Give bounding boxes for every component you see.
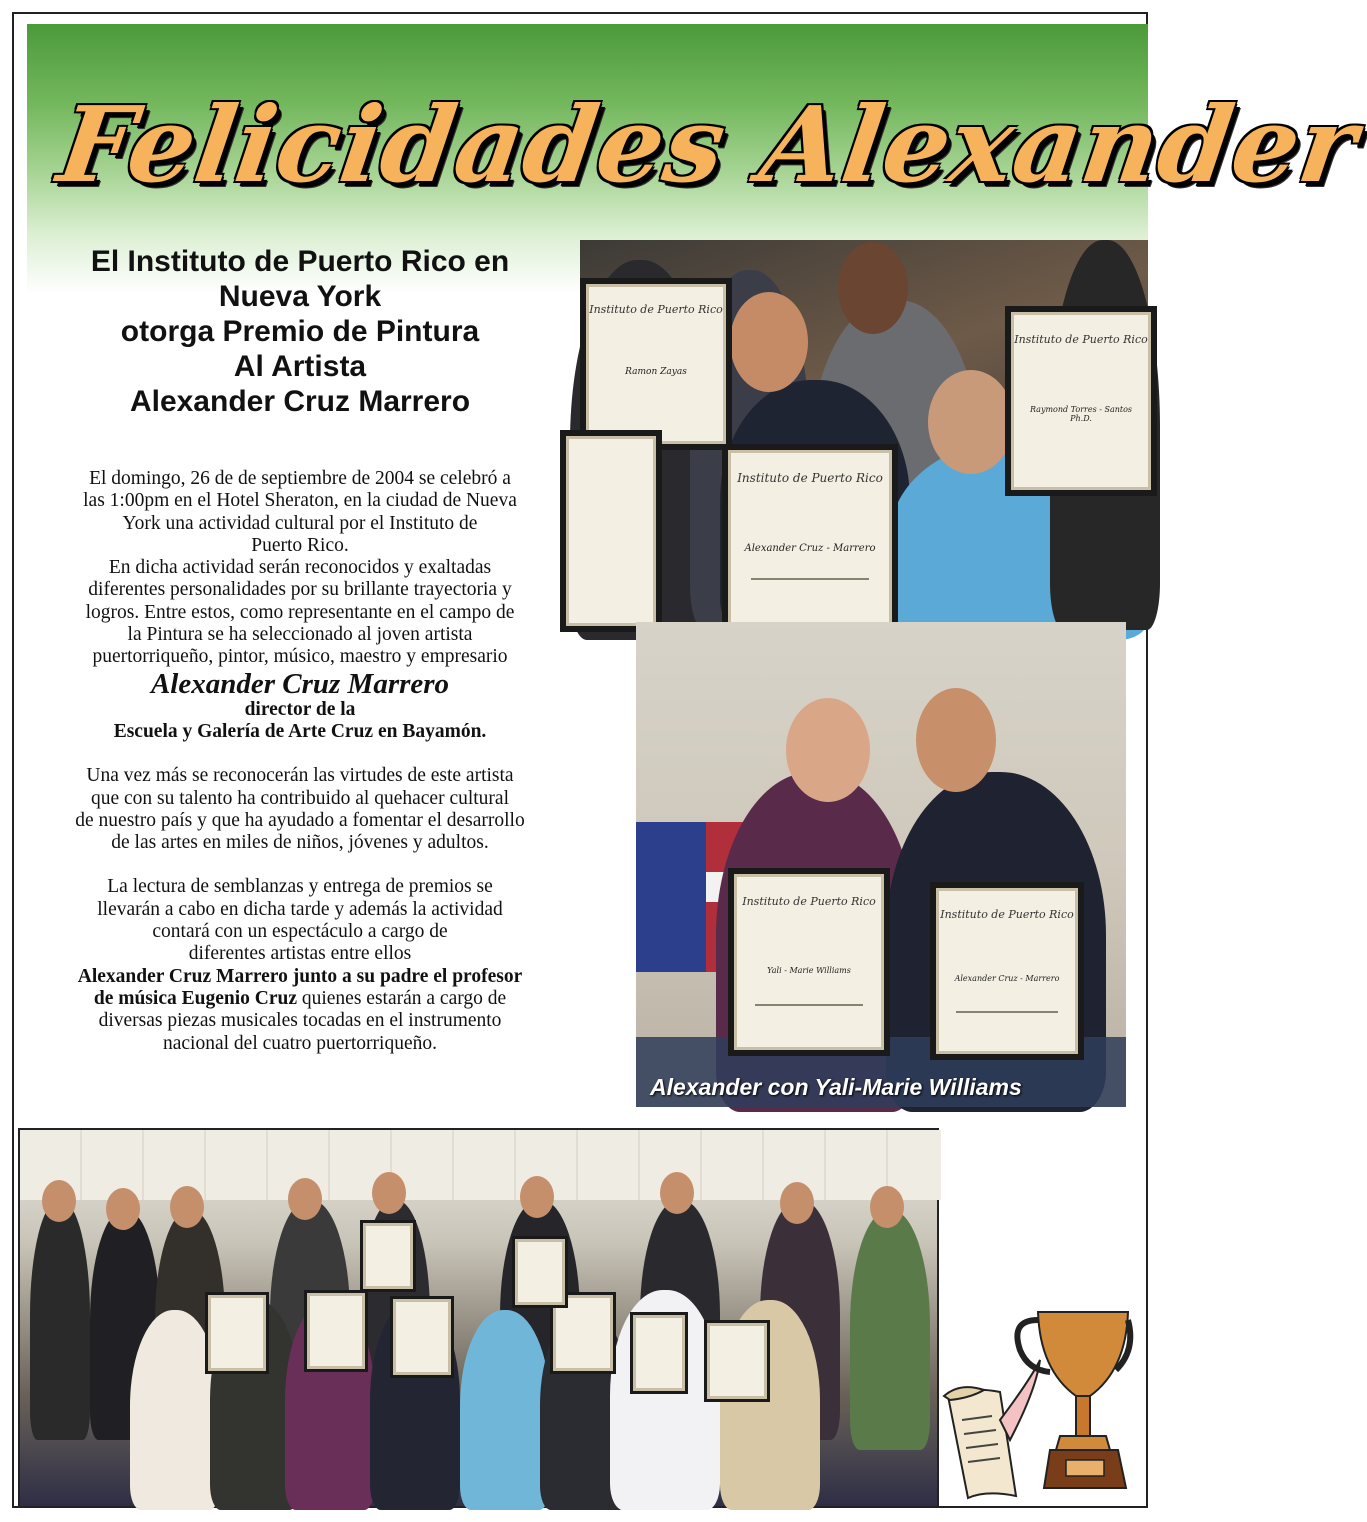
article-line: logros. Entre estos, como representante en el campo de [85,601,515,623]
trophy-scroll-clipart [940,1300,1140,1500]
article-line: En dicha actividad serán reconocidos y exaltadas [108,557,492,579]
certificate-title: Instituto de Puerto Rico [1014,333,1148,347]
person-head [730,292,808,392]
article-inline: quienes estarán a cargo de [296,987,507,1009]
person-head [928,370,1014,474]
headline-line: El Instituto de Puerto Rico en [90,245,510,278]
performer-name: de música Eugenio Cruz [93,987,297,1009]
artist-role: director de la [244,698,356,720]
article-line: la Pintura se ha seleccionado al joven artista [127,624,473,646]
person-head [288,1178,322,1220]
certificate-name: Alexander Cruz - Marrero [954,974,1060,984]
article-line: puertorriqueño, pintor, músico, maestro y empresario [92,646,508,668]
person-head [520,1176,554,1218]
person-head [660,1172,694,1214]
person-head [106,1188,140,1230]
certificate [512,1236,568,1308]
article-line [36,988,564,1010]
photo-caption: Alexander con Yali-Marie Williams [650,1074,1022,1100]
person-head [372,1172,406,1214]
headline-line: Alexander Cruz Marrero [129,385,471,418]
person-head [170,1186,204,1228]
article-line: York una actividad cultural por el Instituto de [122,512,478,534]
article-line: Una vez más se reconocerán las virtudes de este artista [86,765,514,787]
article-line: de nuestro país y que ha ayudado a fomentar el desarrollo [75,809,525,831]
certificate-name: Ramon Zayas [625,367,687,378]
headline-line: Al Artista [233,350,367,383]
certificate-title: Instituto de Puerto Rico [737,471,883,486]
person-head [838,242,908,334]
certificate-name: Raymond Torres - Santos Ph.D. [1029,404,1133,423]
person-figure [460,1310,550,1510]
page-title: Felicidades Alexander [51,83,1365,206]
article-line: El domingo, 26 de de septiembre de 2004 se celebró a [89,468,511,489]
article-line: nacional del cuatro puertorriqueño. [163,1032,437,1054]
certificate-title: Instituto de Puerto Rico [940,907,1074,921]
certificate [304,1290,368,1372]
certificate [704,1320,770,1402]
certificate [722,444,898,634]
person-head [786,698,870,802]
article-line: diferentes personalidades por su brillante trayectoria y [88,579,512,601]
artist-name: Alexander Cruz Marrero [150,667,450,700]
article-line: las 1:00pm en el Hotel Sheraton, en la ciudad de Nueva [83,490,517,512]
person-head [780,1182,814,1224]
person-figure [850,1210,930,1450]
article-line: contará con un espectáculo a cargo de [152,921,448,943]
certificate-title: Instituto de Puerto Rico [742,895,876,909]
certificate [360,1220,416,1292]
certificate-name: Alexander Cruz - Marrero [744,542,876,554]
headline-line: Nueva York [218,280,382,313]
article-line: Puerto Rico. [251,534,349,556]
certificate [205,1292,269,1374]
article-body [36,468,564,1055]
article-line: que con su talento ha contribuido al quehacer cultural [90,787,509,809]
photo-alexander-yali [636,622,1126,1107]
person-figure [30,1200,90,1440]
photo-group [18,1128,939,1508]
certificate [390,1296,454,1378]
article-line: La lectura de semblanzas y entrega de premios se [107,876,493,898]
article-line: diversas piezas musicales tocadas en el instrumento [98,1010,502,1032]
article-line: Alexander Cruz Marrero junto a su padre el profesor [77,965,523,987]
certificate-name: Yali - Marie Williams [767,965,851,975]
headline-line: otorga Premio de Pintura [120,315,480,348]
scroll-icon [944,1360,1040,1498]
certificate [630,1312,688,1394]
headline [40,244,560,419]
person-head [916,688,996,792]
person-head [42,1180,76,1222]
certificate [930,882,1084,1060]
certificate-title: Instituto de Puerto Rico [589,303,723,317]
person-head [870,1186,904,1228]
article-line: de las artes en miles de niños, jóvenes y adultos. [111,832,489,854]
artist-school: Escuela y Galería de Arte Cruz en Bayamón. [113,720,487,742]
certificate [580,278,732,450]
trophy-icon [1017,1312,1130,1488]
certificate [728,868,890,1056]
photo-award-recipients [580,240,1148,622]
article-line: llevarán a cabo en dicha tarde y además la actividad [97,898,503,920]
certificate [1005,306,1157,496]
article-line: diferentes artistas entre ellos [188,943,412,965]
certificate [560,430,662,632]
